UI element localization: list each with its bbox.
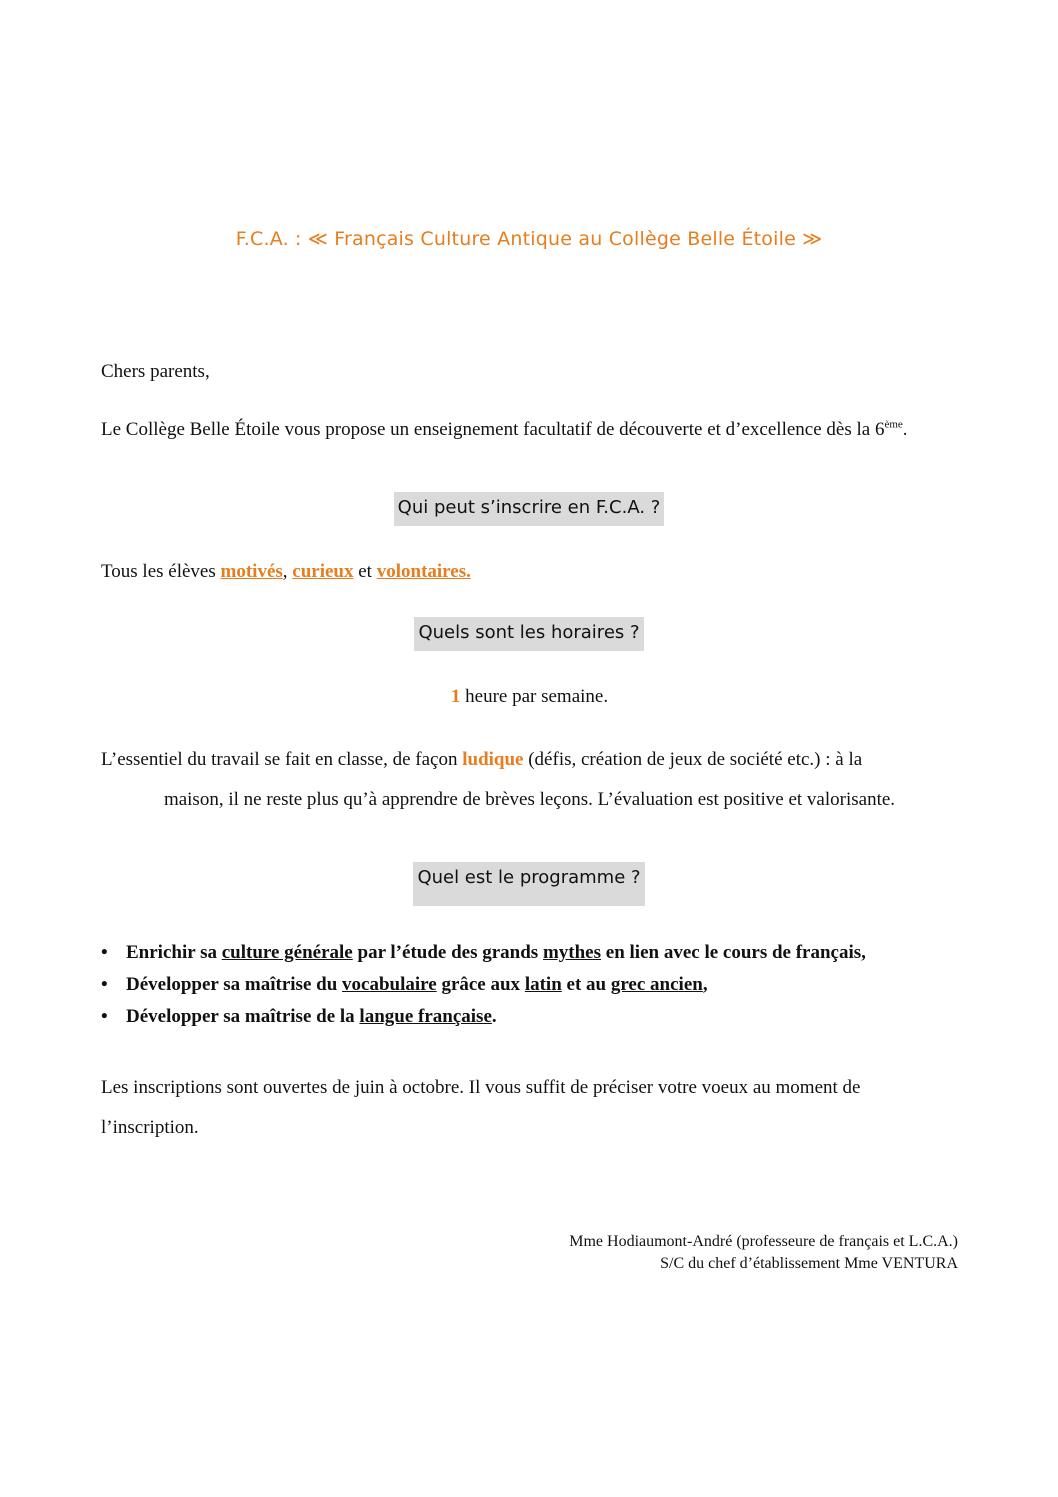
work-line1-rest: (défis, création de jeux de société etc.) : à la	[523, 749, 863, 770]
item2-underlined3: grec ancien	[610, 974, 703, 995]
item2-part3: et au	[561, 974, 611, 995]
item3-part2: .	[491, 1006, 497, 1027]
eligibility-prefix: Tous les élèves	[101, 561, 221, 582]
bullet-icon: •	[101, 974, 108, 995]
bullet-icon: •	[101, 942, 108, 963]
bullet-icon: •	[101, 1006, 108, 1027]
item1-part3: en lien avec le cours de français,	[601, 942, 866, 963]
signature-block	[569, 1231, 958, 1275]
item3-underlined1: langue française	[359, 1006, 492, 1027]
list-item	[101, 971, 981, 1003]
keyword-motives: motivés	[220, 561, 283, 582]
work-prefix: L’essentiel du travail se fait en classe, de façon	[101, 749, 463, 770]
item1-underlined1: culture générale	[221, 942, 353, 963]
item1-underlined2: mythes	[542, 942, 602, 963]
eligibility-paragraph	[101, 558, 958, 586]
intro-end: .	[902, 419, 908, 440]
hours-text: heure par semaine.	[460, 686, 609, 707]
item2-part2: grâce aux	[436, 974, 525, 995]
keyword-ludique: ludique	[462, 749, 524, 770]
item1-part2: par l’étude des grands	[352, 942, 543, 963]
item1-part1: Enrichir sa	[126, 942, 222, 963]
heading-hours: Quels sont les horaires ?	[414, 617, 643, 651]
document-title: F.C.A. : ≪ Français Culture Antique au Collège Belle Étoile ≫	[235, 228, 823, 250]
heading-program-wrapper	[0, 862, 1058, 906]
eligibility-sep1: ,	[282, 561, 293, 582]
hours-number: 1	[450, 686, 461, 707]
item2-underlined1: vocabulaire	[342, 974, 437, 995]
keyword-volontaires: volontaires.	[376, 561, 471, 582]
item2-underlined2: latin	[524, 974, 562, 995]
signature-line2: S/C du chef d’établissement Mme VENTURA	[660, 1255, 958, 1272]
heading-program: Quel est le programme ?	[413, 862, 644, 906]
eligibility-sep2: et	[353, 561, 377, 582]
heading-who-can-enroll: Qui peut s’inscrire en F.C.A. ?	[394, 492, 665, 526]
item3-part1: Développer sa maîtrise de la	[126, 1006, 360, 1027]
closing-line1: Les inscriptions sont ouvertes de juin à octobre. Il vous suffit de préciser votre voeux au moment de	[101, 1077, 861, 1098]
hours-paragraph	[101, 683, 958, 711]
keyword-curieux: curieux	[292, 561, 354, 582]
signature-line1: Mme Hodiaumont-André (professeure de français et L.C.A.)	[569, 1233, 958, 1250]
item2-part4: ,	[702, 974, 708, 995]
closing-line2: l’inscription.	[101, 1117, 199, 1138]
item2-part1: Développer sa maîtrise du	[126, 974, 343, 995]
work-paragraph-line2: maison, il ne reste plus qu’à apprendre de brèves leçons. L’évaluation est positive et valorisante.	[163, 789, 896, 810]
greeting: Chers parents,	[101, 361, 210, 382]
intro-superscript: ème	[884, 418, 903, 431]
work-paragraph-line1	[101, 746, 958, 774]
list-item	[101, 939, 981, 971]
heading-hours-wrapper	[0, 617, 1058, 651]
intro-paragraph	[101, 416, 958, 444]
heading-who-wrapper	[0, 492, 1058, 526]
intro-text: Le Collège Belle Étoile vous propose un enseignement facultatif de découverte et d’excellence dès la 6	[101, 419, 885, 440]
program-list	[101, 939, 981, 1035]
list-item	[101, 1003, 981, 1035]
